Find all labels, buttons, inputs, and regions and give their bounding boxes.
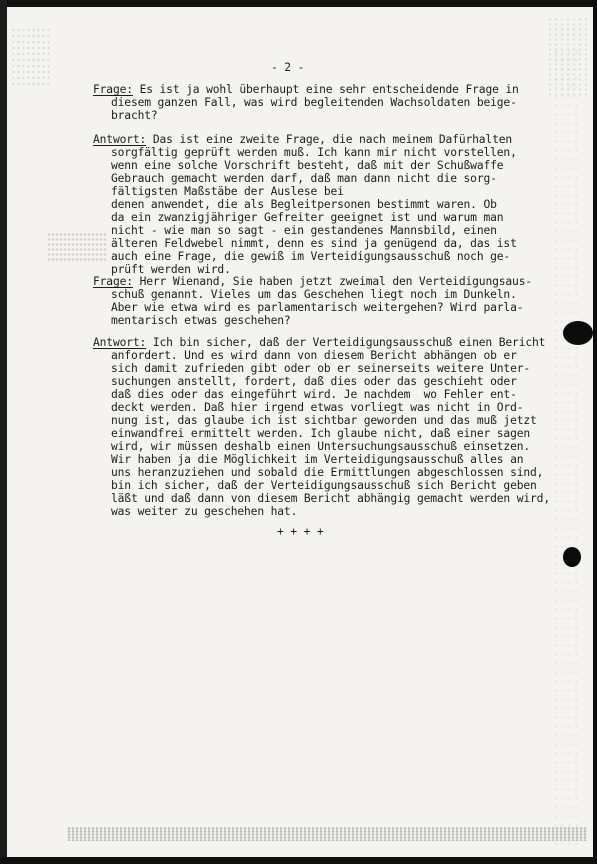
scan-border-right: [593, 0, 597, 864]
line-text: nicht - wie man so sagt - ein gestandenes Mannsbild, einen: [111, 224, 497, 237]
scan-border-top: [0, 0, 597, 7]
line-text: fältigsten Maßstäbe der Auslese bei: [111, 185, 344, 198]
text-line: [111, 96, 517, 109]
text-line: [111, 146, 517, 159]
line-text: anfordert. Und es wird dann von diesem Bericht abhängen ob er: [111, 349, 517, 362]
text-line: [111, 479, 537, 492]
line-text: uns heranzuziehen und sobald die Ermittlungen abgeschlossen sind,: [111, 466, 544, 479]
line-text: mentarisch etwas geschehen?: [111, 314, 291, 327]
line-text: Gebrauch gemacht werden darf, daß man dann nicht die sorg-: [111, 172, 497, 185]
text-line: [111, 505, 297, 518]
speaker-label: Antwort:: [93, 336, 147, 349]
end-marks: + + + +: [277, 525, 324, 538]
line-text: bracht?: [111, 109, 158, 122]
text-line: [111, 388, 517, 401]
text-line: [111, 414, 537, 427]
text-line: [93, 133, 512, 146]
text-line: [111, 375, 517, 388]
text-line: [111, 198, 497, 211]
scan-noise: [67, 827, 587, 841]
page-number: - 2 -: [271, 61, 305, 74]
line-text: läßt und daß dann von diesem Bericht abhängig gemacht werden wird,: [111, 492, 550, 505]
line-text: was weiter zu geschehen hat.: [111, 505, 298, 518]
line-text: nung ist, das glaube ich ist sichtbar geworden und das muß jetzt: [111, 414, 537, 427]
line-text: diesem ganzen Fall, was wird begleitenden Wachsoldaten beige-: [111, 96, 517, 109]
text-line: [111, 185, 344, 198]
speaker-label: Antwort:: [93, 133, 147, 146]
line-text: Wir haben ja die Möglichkeit im Verteidigungsausschuß alles an: [111, 453, 524, 466]
text-line: [111, 109, 158, 122]
text-line: [111, 401, 523, 414]
text-line: [111, 224, 497, 237]
line-text: daß dies oder das eingeführt wird. Je nachdem wo Fehler ent-: [111, 388, 517, 401]
text-line: [93, 275, 532, 288]
document-page: [7, 7, 593, 857]
line-text: prüft werden wird.: [111, 263, 231, 276]
text-line: [111, 237, 517, 250]
text-line: [111, 172, 497, 185]
speaker-label: Frage:: [93, 83, 133, 96]
text-line: [111, 250, 510, 263]
text-line: [111, 492, 550, 505]
line-text: deckt werden. Daß hier irgend etwas vorliegt was nicht in Ord-: [111, 401, 524, 414]
speaker-label: Frage:: [93, 275, 133, 288]
punch-hole: [563, 321, 593, 345]
line-text: sich damit zufrieden gibt oder ob er seinerseits weitere Unter-: [111, 362, 531, 375]
scan-border-bottom: [0, 857, 597, 864]
text-line: [93, 83, 519, 96]
text-line: [93, 336, 545, 349]
text-line: [111, 211, 503, 224]
line-text: denen anwendet, die als Begleitpersonen bestimmt waren. Ob: [111, 198, 497, 211]
line-text: Es ist ja wohl überhaupt eine sehr entscheidende Frage in: [132, 83, 519, 96]
text-line: [111, 314, 291, 327]
line-text: Das ist eine zweite Frage, die nach meinem Dafürhalten: [146, 133, 513, 146]
line-text: sorgfältig geprüft werden muß. Ich kann mir nicht vorstellen,: [111, 146, 517, 159]
line-text: suchungen anstellt, fordert, daß dies oder das geschieht oder: [111, 375, 517, 388]
scan-border-left: [0, 0, 7, 864]
text-line: [111, 349, 517, 362]
line-text: wenn eine solche Vorschrift besteht, daß mit der Schußwaffe: [111, 159, 504, 172]
text-line: [111, 362, 530, 375]
line-text: älteren Feldwebel nimmt, denn es sind ja genügend da, das ist: [111, 237, 517, 250]
line-text: Herr Wienand, Sie haben jetzt zweimal den Verteidigungsaus-: [132, 275, 533, 288]
line-text: bin ich sicher, daß der Verteidigungsausschuß sich Bericht geben: [111, 479, 537, 492]
text-line: [111, 427, 530, 440]
text-line: [111, 301, 523, 314]
text-line: [111, 453, 523, 466]
scan-noise: [47, 232, 107, 262]
line-text: da ein zwanzigjähriger Gefreiter geeignet ist und warum man: [111, 211, 504, 224]
text-line: [111, 466, 543, 479]
text-line: [111, 288, 517, 301]
line-text: einwandfrei ermittelt werden. Ich glaube nicht, daß einer sagen: [111, 427, 531, 440]
line-text: Aber wie etwa wird es parlamentarisch weitergehen? Wird parla-: [111, 301, 524, 314]
text-line: [111, 159, 503, 172]
scan-noise: [552, 47, 582, 847]
line-text: auch eine Frage, die gewiß im Verteidigungsausschuß noch ge-: [111, 250, 511, 263]
line-text: Ich bin sicher, daß der Verteidigungsausschuß einen Bericht: [146, 336, 546, 349]
punch-hole: [563, 547, 581, 567]
scan-noise: [11, 27, 51, 87]
line-text: schuß genannt. Vieles um das Geschehen liegt noch im Dunkeln.: [111, 288, 517, 301]
line-text: wird, wir müssen deshalb einen Untersuchungsausschuß einsetzen.: [111, 440, 531, 453]
text-line: [111, 440, 530, 453]
